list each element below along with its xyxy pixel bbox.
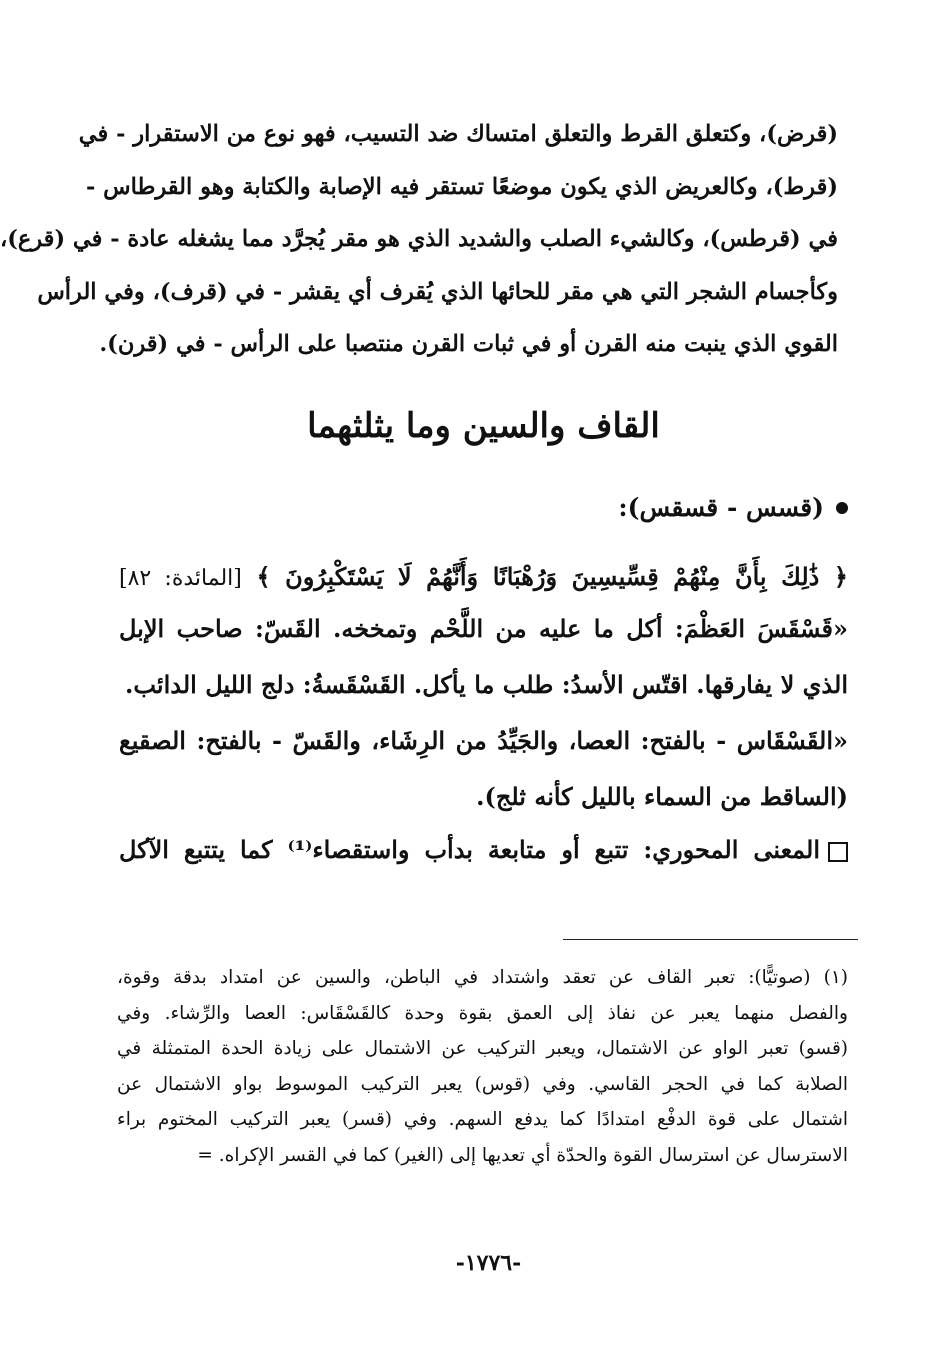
footnote-line: (قسو) تعبر الواو عن الاشتمال، ويعبر التركيب عن الاشتمال على زيادة الحدة المتمثلة في (117, 1038, 848, 1059)
footnote-line: اشتمال على قوة الدفْع امتدادًا كما يدفع السهم. وفي (قسر) يعبر التركيب المختوم براء (117, 1109, 848, 1130)
intro-line: وكأجسام الشجر التي هي مقر للحائها الذي يُقرف أي يقشر - في (قرف)، وفي الرأس (37, 278, 838, 305)
definition-line: «قَسْقَسَ العَظْمَ: أكل ما عليه من اللَّحْم وتمخخه. القَسّ: صاحب الإبل (119, 614, 848, 643)
footnote-line: الاسترسال عن استرسال القوة والحدّة أي تعديها إلى (الغير) كما في القسر الإكراه. = (197, 1144, 848, 1166)
footnote (117, 960, 848, 1173)
footnote-line: (١) (صوتيًّا): تعبر القاف عن تعقد واشتداد في الباطن، والسين عن امتداد بدقة وقوة، (117, 967, 848, 988)
footnote-separator (563, 939, 858, 940)
core-meaning-line (119, 835, 848, 864)
intro-line: (قرض)، وكتعلق القرط والتعلق امتساك ضد التسيب، فهو نوع من الاستقرار - في (78, 121, 838, 147)
section-heading: القاف والسين وما يثلثهما (307, 406, 660, 446)
verse-citation: [المائدة: ٨٢] (119, 566, 242, 591)
intro-line: في (قرطس)، وكالشيء الصلب والشديد الذي هو مقر يُجرَّد مما يشغله عادة - في (قرع)، (0, 226, 838, 252)
entry-root-heading (618, 493, 848, 522)
definition-line: «القَسْقَاس - بالفتح: العصا، والجَيِّدُ من الرِشَاء، والقَسّ - بالفتح: الصقيع (119, 726, 848, 755)
intro-line: القوي الذي ينبت منه القرن أو في ثبات القرن منتصبا على الرأس - في (قرن). (99, 331, 838, 357)
definition-line: (الساقط من السماء بالليل كأنه ثلج). (476, 782, 848, 811)
intro-paragraph (0, 108, 838, 371)
footnote-line: والفصل منهما يعبر عن نفاذ إلى العمق بقوة وحدة كالقَسْقَاس: العصا والرِّشاء. وفي (117, 1002, 848, 1024)
bullet-icon (836, 502, 848, 514)
entry-root-label: (قسس - قسقس): (618, 493, 824, 522)
footnote-line: الصلابة كما في الحجر القاسي. وفي (قوس) يعبر التركيب الموسوط بواو الاشتمال عن (117, 1073, 848, 1095)
verse-line (119, 562, 848, 591)
quran-verse: ﴿ ذَٰلِكَ بِأَنَّ مِنْهُمْ قِسِّيسِينَ وَرُهْبَانًا وَأَنَّهُمْ لَا يَسْتَكْبِرُونَ ﴾ (256, 562, 848, 591)
square-box-icon (828, 842, 848, 862)
core-meaning-text: المعنى المحوري: تتبع أو متابعة بدأب واستقصاء⁽¹⁾ كما يتتبع الآكل (119, 835, 821, 864)
intro-line: (قرط)، وكالعريض الذي يكون موضعًا تستقر فيه الإصابة والكتابة وهو القرطاس - (85, 173, 838, 200)
page-number: -١٧٧٦- (455, 1250, 522, 1276)
definition-line: الذي لا يفارقها. اقتّس الأسدُ: طلب ما يأكل. القَسْقَسةُ: دلج الليل الدائب. (124, 670, 848, 699)
